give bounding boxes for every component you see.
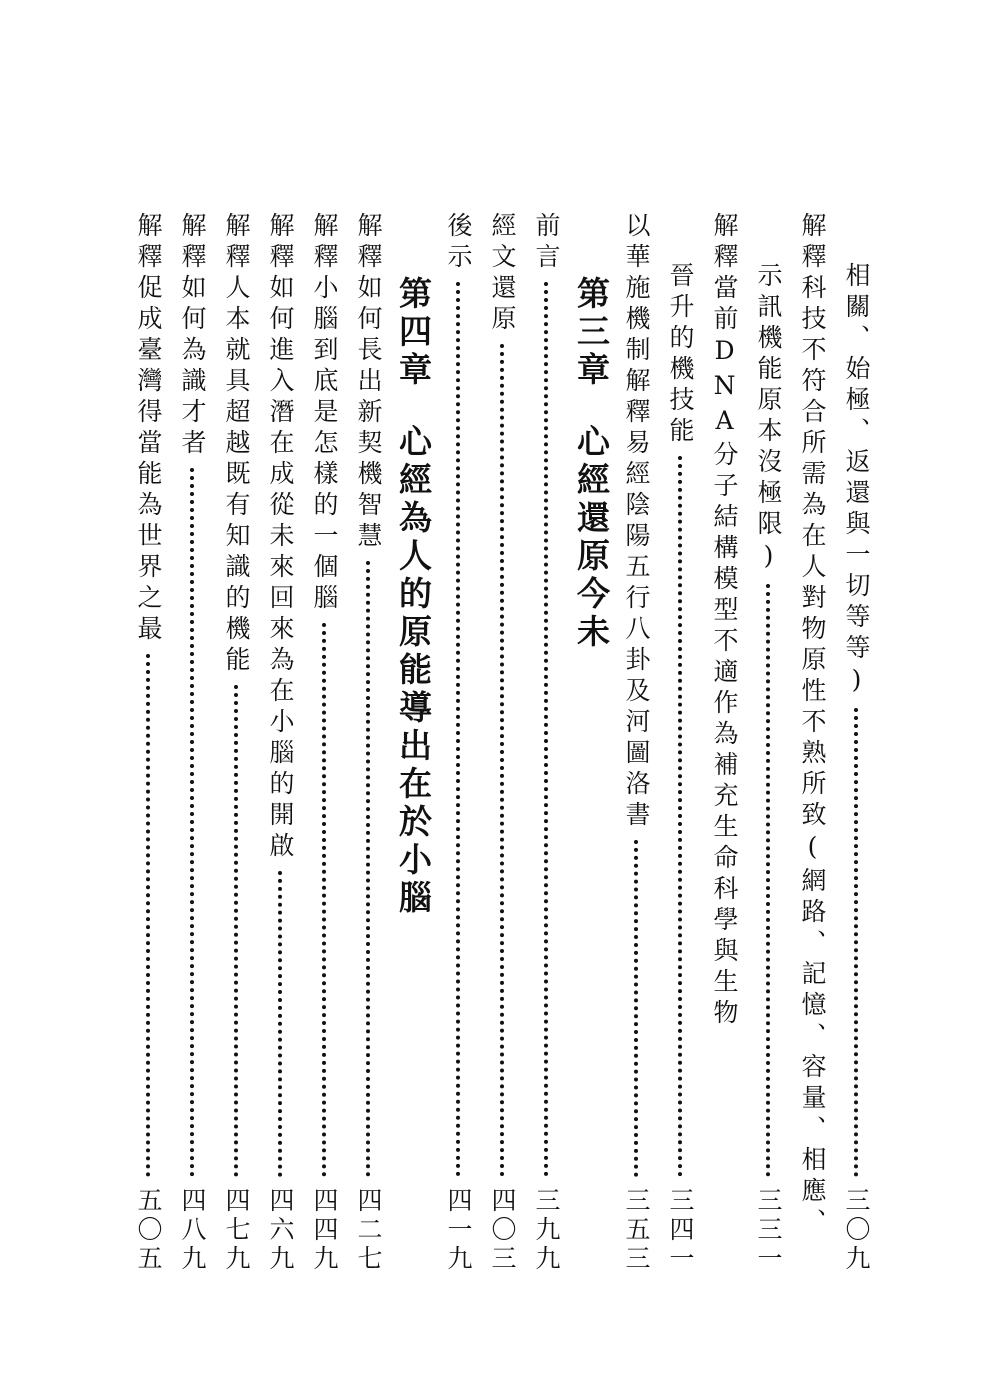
- leader-dots: [456, 282, 460, 1177]
- toc-page-number: 三四一: [666, 1187, 695, 1274]
- toc-entry: [528, 212, 564, 1274]
- toc-entry: [662, 262, 698, 1274]
- leader-dots: [766, 584, 770, 1177]
- toc-entry-text: 相關、始極、返還與一切等等): [842, 262, 871, 700]
- toc-page-number: 三三一: [754, 1187, 783, 1274]
- toc-entry-text: 解釋小腦到底是怎樣的一個腦: [310, 212, 339, 615]
- toc-entry: [794, 212, 830, 1239]
- chapter-number: 第三章: [572, 276, 611, 390]
- toc-entry: [706, 212, 742, 1030]
- toc-entry-text: 解釋如何長出新契機智慧: [354, 212, 383, 553]
- toc-entry-text: 解釋促成臺灣得當能為世界之最: [134, 212, 163, 646]
- toc-entry: [440, 212, 476, 1274]
- toc-entry: [306, 212, 342, 1274]
- toc-entry-text: 解釋當前DNA分子結構模型不適作為補充生命科學與生物: [710, 212, 739, 1030]
- chapter-title: 心經還原今未: [572, 424, 611, 652]
- toc-entry: [618, 212, 654, 1274]
- toc-entry-text: 解釋科技不符合所需為在人對物原性不熟所致(網路、記憶、容量、相應、: [798, 212, 827, 1239]
- toc-page-number: 三九九: [532, 1187, 561, 1274]
- leader-dots: [544, 282, 548, 1177]
- toc-entry: [262, 212, 298, 1274]
- toc-page-number: 五〇五: [134, 1187, 163, 1274]
- toc-page-number: 四四九: [310, 1187, 339, 1274]
- toc-entry-text: 以華施機制解釋易經陰陽五行八卦及河圖洛書: [622, 212, 651, 832]
- toc-entry: [218, 212, 254, 1274]
- toc-page-number: 三五三: [622, 1187, 651, 1274]
- toc-entry: [484, 212, 520, 1274]
- toc-entry-text: 經文還原: [488, 212, 517, 336]
- toc-entry: [130, 212, 166, 1274]
- toc-entry: [750, 262, 786, 1274]
- toc-page-number: 四七九: [222, 1187, 251, 1274]
- leader-dots: [500, 344, 504, 1177]
- leader-dots: [634, 840, 638, 1177]
- leader-dots: [678, 456, 682, 1177]
- toc-page-number: 三〇九: [842, 1187, 871, 1274]
- chapter-number: 第四章: [394, 276, 433, 390]
- chapter-heading: [390, 276, 436, 918]
- leader-dots: [854, 708, 858, 1177]
- toc-entry-text: 解釋人本就具超越既有知識的機能: [222, 212, 251, 677]
- leader-dots: [190, 468, 194, 1177]
- toc-entry-text: 解釋如何進入潛在成從未來回來為在小腦的開啟: [266, 212, 295, 863]
- leader-dots: [234, 685, 238, 1177]
- leader-dots: [146, 654, 150, 1177]
- toc-entry: [174, 212, 210, 1274]
- toc-entry: [350, 212, 386, 1274]
- toc-entry-text: 示訊機能原本沒極限): [754, 262, 783, 576]
- chapter-heading: [568, 276, 614, 652]
- chapter-title: 心經為人的原能導出在於小腦: [394, 424, 433, 918]
- toc-entry-text: 晉升的機技能: [666, 262, 695, 448]
- toc-entry-text: 解釋如何為識才者: [178, 212, 207, 460]
- toc-page-number: 四一九: [444, 1187, 473, 1274]
- toc-page-number: 四八九: [178, 1187, 207, 1274]
- toc-entry: [838, 262, 874, 1274]
- toc-page-number: 四二七: [354, 1187, 383, 1274]
- toc-page-number: 四〇三: [488, 1187, 517, 1274]
- leader-dots: [278, 871, 282, 1177]
- leader-dots: [322, 623, 326, 1177]
- toc-entry-text: 後示: [444, 212, 473, 274]
- toc-page-number: 四六九: [266, 1187, 295, 1274]
- leader-dots: [366, 561, 370, 1177]
- toc-entry-text: 前言: [532, 212, 561, 274]
